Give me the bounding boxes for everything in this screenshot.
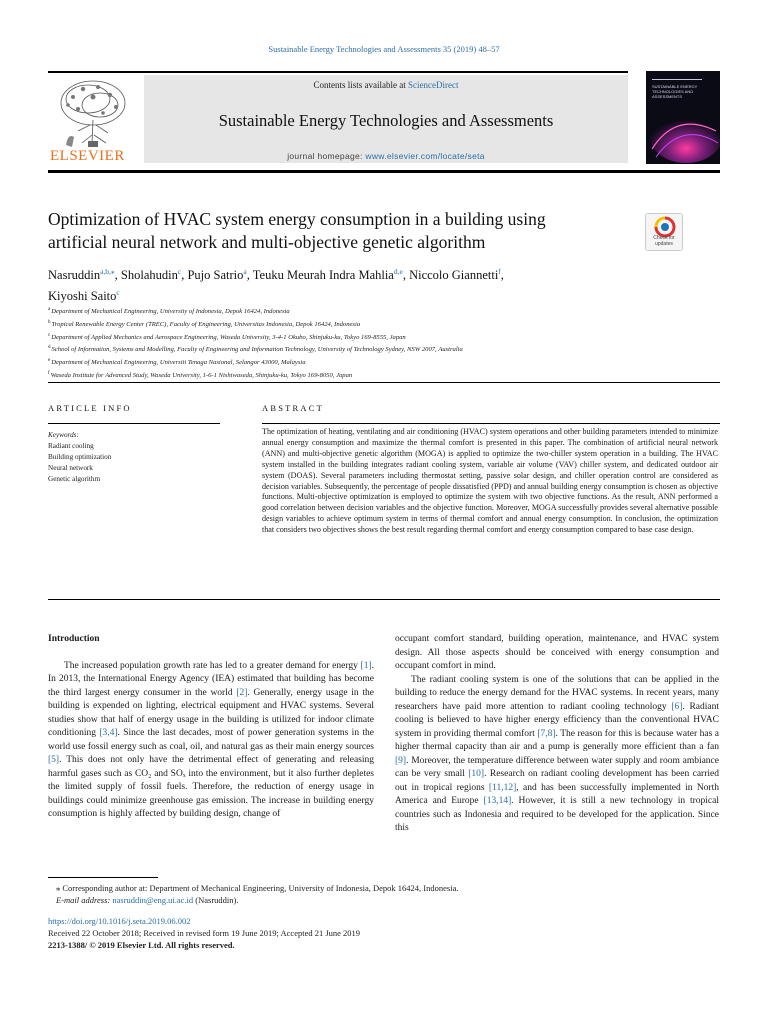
author-name[interactable]: Kiyoshi Saito [48, 289, 117, 303]
paragraph [395, 674, 719, 836]
keyword: Building optimization [48, 453, 112, 461]
keywords-block [48, 430, 218, 485]
corresponding-author-note: ⁎ Corresponding author at: Department of Mechanical Engineering, University of Indonesia, Depok 16424, Indonesia. [56, 883, 459, 893]
affiliation-line [48, 318, 688, 331]
citation-link[interactable]: [10] [468, 769, 485, 779]
affiliation-mark: f [48, 370, 50, 376]
affiliation-text: Department of Mechanical Engineering, Universiti Tenaga Nasional, Selangor 43000, Malaysia [51, 359, 306, 367]
footnote [48, 882, 648, 906]
body-column-right [395, 633, 719, 836]
affiliation-text: Waseda Institute for Advanced Study, Waseda University, 1-6-1 Nishiwaseda, Shinjuku-ku, Tokyo 169-8050, Japan [50, 371, 353, 379]
author-affiliation-mark[interactable]: c [177, 267, 182, 276]
citation-link[interactable]: [1] [360, 660, 372, 671]
affiliation-text: Department of Applied Mechanics and Aerospace Engineering, Waseda University, 3-4-1 Okubo, Shinjuku-ku, Tokyo 169-8555, Japan [51, 333, 406, 341]
paragraph-text: . The reason for this is because water has a higher thermal capacity than air and a pump is generally more efficient than a fan [395, 728, 719, 752]
paragraph [48, 660, 374, 822]
affiliation-line [48, 369, 688, 382]
citation-link[interactable]: [11,12] [488, 782, 517, 793]
sciencedirect-link[interactable]: ScienceDirect [408, 80, 459, 90]
keyword: Radiant cooling [48, 442, 94, 450]
citation-link[interactable]: [3,4] [99, 728, 118, 738]
keyword-list [48, 441, 218, 485]
affiliation-mark: d [48, 345, 51, 351]
body-column-left [48, 633, 374, 822]
affiliation-mark: e [48, 358, 51, 364]
author-name[interactable]: Nasruddin [48, 268, 101, 282]
abstract-heading: ABSTRACT [262, 403, 324, 413]
received-dates: Received 22 October 2018; Received in revised form 19 June 2019; Accepted 21 June 2019 [48, 928, 361, 939]
check-for-updates-button[interactable] [645, 213, 683, 251]
check-updates-label: Check for updates [653, 235, 675, 247]
affiliation-mark: a [48, 307, 51, 312]
contents-line [144, 80, 628, 90]
author-name[interactable]: Sholahudin [120, 268, 178, 282]
paragraph-text: . Research on radiant cooling development has been carried out in tropical regions [395, 769, 719, 793]
paragraph-text: The increased population growth rate has led to a greater demand for energy [64, 660, 361, 671]
keyword: Genetic algorithm [48, 475, 101, 483]
abstract-text: The optimization of heating, ventilating and air conditioning (HVAC) system operations and other building parameters intended to minimize annual energy consumption and maximize the thermal comfort is presented in this paper. The combination of artificial neural network (ANN) and multi-objective genetic algorithm (MOGA) is applied to optimize the two-chiller system operation in a building. The HVAC system installed in the building integrates radiant cooling system, variable air volume (VAV) chiller system, and dedicated outdoor air system (DOAS). Several parameters including thermostat setting, passive solar design, and chiller operation control are considered as decision variables. Subsequently, the percentage of people dissatisfied (PPD) and annual building energy consumption is chosen as objective functions. Multi-objective optimization is employed to optimize the system with two objective functions. As the result, ANN performed a good correlation between decision variables and the objective function. Moreover, MOGA successfully provides several alternative possible design variables to achieve optimum system in terms of thermal comfort and annual energy consumption. In conclusion, the optimization that considers two objectives shows the best result regarding thermal comfort and energy consumption compared to base case design. [262, 427, 718, 535]
journal-reference[interactable]: Sustainable Energy Technologies and Assessments 35 (2019) 48–57 [268, 44, 500, 54]
citation-link[interactable]: [13,14] [483, 796, 512, 806]
paragraph-text: . Radiant cooling is believed to have higher energy efficiency than the conventional HVAC system in providing thermal comfort [395, 701, 719, 739]
email-suffix: (Nasruddin). [193, 895, 239, 905]
divider [48, 382, 720, 383]
affiliation-text: Tropical Renewable Energy Center (TREC), Faculty of Engineering, Universitas Indonesia, Depok 16424, Indonesia [51, 320, 361, 328]
journal-header [48, 73, 628, 166]
author-name[interactable]: Teuku Meurah Indra Mahlia [252, 268, 394, 282]
citation-link[interactable]: [9] [395, 755, 407, 766]
homepage-line [144, 151, 628, 161]
journal-cover-image [646, 71, 720, 164]
homepage-prefix: journal homepage: [287, 151, 366, 161]
author-affiliation-mark[interactable]: a,b,⁎ [100, 267, 115, 276]
divider [48, 423, 220, 424]
author-affiliation-mark[interactable]: f [498, 267, 501, 276]
article-title: Optimization of HVAC system energy consumption in a building using artificial neural network and multi-objective genetic algorithm [48, 209, 546, 252]
article-info-heading: ARTICLE INFO [48, 403, 132, 413]
copyright: 2213-1388/ © 2019 Elsevier Ltd. All rights reserved. [48, 940, 235, 951]
divider [262, 423, 720, 424]
paragraph-text: , and has been successfully implemented in North America and Europe [395, 782, 719, 806]
affiliation-line [48, 305, 688, 318]
author-name[interactable]: Pujo Satrio [187, 268, 244, 282]
author-list: Nasruddin$^{a,b,⁎}$, Sholahudin$^c$, Pujo Satrio$^a$, Teuku Meurah Indra Mahlia$^{d,e}$, Niccolo Giannetti$^f$, Kiyoshi Saito$^c$ [48, 267, 504, 303]
keyword: Neural network [48, 464, 93, 472]
doi-link[interactable]: https://doi.org/10.1016/j.seta.2019.06.002 [48, 916, 191, 926]
divider [48, 599, 720, 600]
author-affiliation-mark[interactable]: c [116, 288, 120, 297]
author-affiliation-mark[interactable]: d,e [393, 267, 403, 276]
paragraph-text: . Generally, energy usage in the building is expended on lighting, electrical equipment and HVAC systems. Several studies show that half of energy usage in the building is utilized for indoor climate conditioning [48, 687, 375, 738]
affiliations [48, 305, 688, 382]
email-link[interactable]: nasruddin@eng.ui.ac.id [112, 895, 194, 905]
paragraph-text: . In 2013, the International Energy Agency (IEA) estimated that building has become the third largest energy consumer in the world [48, 660, 374, 698]
footnote-rule [48, 877, 158, 878]
citation-link[interactable]: [7,8] [537, 728, 556, 739]
citation-link[interactable]: [5] [48, 755, 60, 765]
author-affiliation-mark[interactable]: a [243, 267, 247, 276]
affiliation-mark: c [48, 332, 51, 338]
homepage-link[interactable]: www.elsevier.com/locate/seta [365, 151, 485, 161]
citation-link[interactable]: [6] [671, 701, 683, 712]
journal-banner [144, 75, 628, 163]
paragraph-text: . However, it is still a new technology in tropical countries such as Indonesia and required to be developed for the application. Since this [395, 796, 720, 833]
citation-link[interactable]: [2] [236, 687, 248, 698]
affiliation-text: School of Information, Systems and Modelling, Faculty of Engineering and Information Technology, University of Technology Sydney, NSW 2007, Australia [51, 346, 463, 354]
keywords-label: Keywords: [48, 431, 79, 439]
paragraph: occupant comfort standard, building operation, maintenance, and HVAC system design. All those aspects should be conceived with energy consumption and occupant comfort in mind. [395, 634, 719, 671]
contents-prefix: Contents lists available at [313, 80, 408, 90]
elsevier-wordmark: ELSEVIER [50, 148, 125, 164]
affiliation-line [48, 331, 688, 344]
author-name[interactable]: Niccolo Giannetti [409, 268, 499, 282]
introduction-heading: Introduction [48, 634, 100, 644]
email-label: E-mail address: [56, 895, 113, 905]
cover-title: SUSTAINABLE ENERGY TECHNOLOGIES AND ASSESSMENTS [652, 84, 698, 99]
paragraph-text: . Since the last decades, most of power generation systems in the world use fossil energy such as coal, oil, and natural gas as their main energy sources [48, 728, 374, 752]
paragraph-text: . Moreover, the temperature difference between water supply and room ambiance can be very small [395, 755, 719, 779]
affiliation-text: Department of Mechanical Engineering, University of Indonesia, Depok 16424, Indonesia [51, 308, 290, 315]
journal-title: Sustainable Energy Technologies and Assessments [218, 111, 554, 130]
affiliation-line [48, 356, 688, 369]
paragraph-text: . This does not only have the detrimental effect of generating and releasing harmful gases such as CO₂ and SOₓ into the environment, but it also further depletes the limited supply of fossil fuels. Therefore, the reduction of energy usage in buildings could minimize greenhouse gas emission. The increase in building energy consumption is highly affected by building design, change of [48, 755, 374, 819]
affiliation-line [48, 343, 688, 356]
header-bottom-rule [48, 170, 720, 173]
affiliation-mark: b [48, 319, 51, 325]
paragraph-text: The radiant cooling system is one of the solutions that can be applied in the building to reduce the energy demand for the HVAC systems. In recent years, many researchers have paid more attention to radiant cooling technology [395, 674, 719, 712]
publication-info [48, 915, 648, 952]
email-line [48, 894, 648, 906]
